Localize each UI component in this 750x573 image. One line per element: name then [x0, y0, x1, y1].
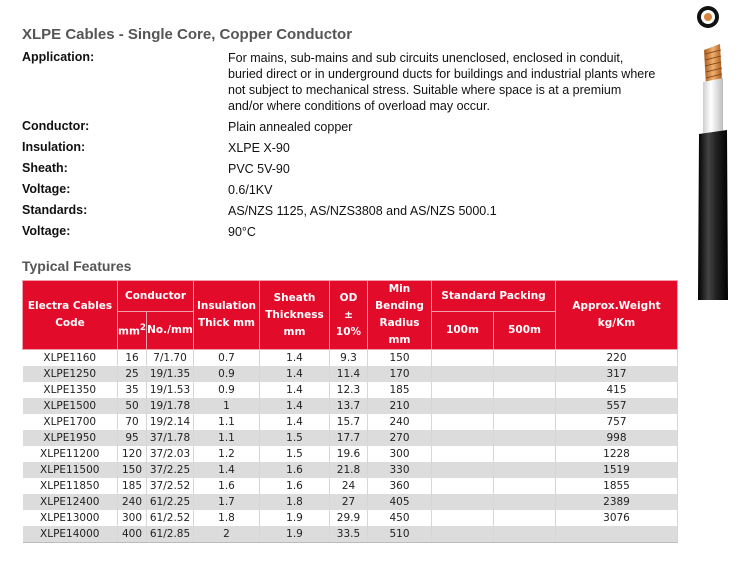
cell-p100 — [432, 382, 494, 398]
cell-p100 — [432, 494, 494, 510]
table-row — [23, 446, 678, 462]
spec-row — [22, 224, 662, 240]
cell-insulation: 0.9 — [194, 382, 260, 398]
header-100m: 100m — [432, 312, 494, 350]
cell-weight: 998 — [556, 430, 678, 446]
header-bending: Min Bending Radius mm — [368, 281, 432, 350]
cell-weight: 2389 — [556, 494, 678, 510]
page-title: XLPE Cables - Single Core, Copper Conductor — [22, 26, 353, 43]
cell-od: 29.9 — [330, 510, 368, 526]
cell-no-mm: 61/2.52 — [147, 510, 194, 526]
cell-mm2: 70 — [118, 414, 147, 430]
cell-weight: 557 — [556, 398, 678, 414]
cell-p100 — [432, 430, 494, 446]
cable-cross-section-icon — [697, 6, 719, 28]
cell-weight: 1855 — [556, 478, 678, 494]
cell-mm2: 25 — [118, 366, 147, 382]
cell-mm2: 95 — [118, 430, 147, 446]
table-row — [23, 430, 678, 446]
spec-value: Plain annealed copper — [228, 120, 353, 134]
cell-code: XLPE11200 — [23, 446, 118, 462]
cell-p100 — [432, 446, 494, 462]
header-insulation: Insulation Thick mm — [194, 281, 260, 350]
cell-bending: 300 — [368, 446, 432, 462]
cell-p100 — [432, 462, 494, 478]
cell-p100 — [432, 350, 494, 367]
spec-row — [22, 203, 662, 219]
cell-no-mm: 7/1.70 — [147, 350, 194, 367]
table-row — [23, 462, 678, 478]
specification-list — [22, 50, 662, 245]
cell-no-mm: 19/2.14 — [147, 414, 194, 430]
cell-weight: 757 — [556, 414, 678, 430]
header-packing: Standard Packing — [432, 281, 556, 312]
cell-od: 9.3 — [330, 350, 368, 367]
spec-row — [22, 161, 662, 177]
cell-sheath: 1.4 — [260, 366, 330, 382]
cell-weight — [556, 526, 678, 543]
cell-p500 — [494, 510, 556, 526]
cell-code: XLPE11500 — [23, 462, 118, 478]
spec-row — [22, 119, 662, 135]
cell-code: XLPE1250 — [23, 366, 118, 382]
spec-row — [22, 50, 662, 114]
spec-value: XLPE X-90 — [228, 141, 290, 155]
cell-p500 — [494, 446, 556, 462]
cell-no-mm: 19/1.35 — [147, 366, 194, 382]
cell-bending: 150 — [368, 350, 432, 367]
cell-sheath: 1.9 — [260, 510, 330, 526]
cell-od: 11.4 — [330, 366, 368, 382]
table-row — [23, 510, 678, 526]
cell-p100 — [432, 510, 494, 526]
cell-sheath: 1.8 — [260, 494, 330, 510]
table-row — [23, 350, 678, 367]
cell-sheath: 1.5 — [260, 446, 330, 462]
cell-p100 — [432, 478, 494, 494]
spec-label: Application: — [22, 50, 95, 64]
cell-no-mm: 61/2.25 — [147, 494, 194, 510]
cell-p100 — [432, 366, 494, 382]
cell-p500 — [494, 350, 556, 367]
cell-p500 — [494, 430, 556, 446]
cell-p500 — [494, 494, 556, 510]
cell-insulation: 1.1 — [194, 430, 260, 446]
cell-od: 19.6 — [330, 446, 368, 462]
cell-no-mm: 37/2.25 — [147, 462, 194, 478]
cell-mm2: 50 — [118, 398, 147, 414]
spec-label: Sheath: — [22, 161, 68, 175]
cell-p500 — [494, 462, 556, 478]
cell-code: XLPE13000 — [23, 510, 118, 526]
cell-bending: 185 — [368, 382, 432, 398]
cell-code: XLPE12400 — [23, 494, 118, 510]
cell-code: XLPE1350 — [23, 382, 118, 398]
header-code: Electra Cables Code — [23, 281, 118, 350]
cell-p100 — [432, 526, 494, 543]
spec-value: AS/NZS 1125, AS/NZS3808 and AS/NZS 5000.1 — [228, 204, 497, 218]
section-title: Typical Features — [22, 258, 132, 274]
table-row — [23, 478, 678, 494]
cell-od: 12.3 — [330, 382, 368, 398]
cell-mm2: 150 — [118, 462, 147, 478]
header-weight: Approx.Weight kg/Km — [556, 281, 678, 350]
cell-weight: 317 — [556, 366, 678, 382]
cell-bending: 240 — [368, 414, 432, 430]
header-sheath: Sheath Thickness mm — [260, 281, 330, 350]
cell-sheath: 1.4 — [260, 414, 330, 430]
cell-p500 — [494, 382, 556, 398]
cell-weight: 3076 — [556, 510, 678, 526]
cell-code: XLPE1160 — [23, 350, 118, 367]
cell-od: 33.5 — [330, 526, 368, 543]
cell-od: 21.8 — [330, 462, 368, 478]
spec-value: 90°C — [228, 225, 256, 239]
cell-no-mm: 19/1.78 — [147, 398, 194, 414]
cell-bending: 360 — [368, 478, 432, 494]
cell-p500 — [494, 398, 556, 414]
spec-value: PVC 5V-90 — [228, 162, 290, 176]
cell-sheath: 1.5 — [260, 430, 330, 446]
cell-code: XLPE14000 — [23, 526, 118, 543]
cell-weight: 1228 — [556, 446, 678, 462]
cell-insulation: 1.6 — [194, 478, 260, 494]
cell-insulation: 1 — [194, 398, 260, 414]
cell-insulation: 1.8 — [194, 510, 260, 526]
cell-no-mm: 37/2.03 — [147, 446, 194, 462]
header-od-label: OD — [339, 291, 358, 304]
cell-bending: 405 — [368, 494, 432, 510]
cell-mm2: 16 — [118, 350, 147, 367]
spec-label: Standards: — [22, 203, 88, 217]
cable-image — [690, 42, 735, 302]
cell-bending: 330 — [368, 462, 432, 478]
cell-weight: 220 — [556, 350, 678, 367]
cell-bending: 170 — [368, 366, 432, 382]
table-row — [23, 414, 678, 430]
spec-value: 0.6/1KV — [228, 183, 273, 197]
features-table — [22, 280, 678, 543]
cell-od: 27 — [330, 494, 368, 510]
cell-code: XLPE1500 — [23, 398, 118, 414]
header-od-tolerance: ± 10% — [335, 308, 362, 338]
header-od — [330, 281, 368, 350]
spec-row — [22, 182, 662, 198]
cell-code: XLPE1700 — [23, 414, 118, 430]
cell-mm2: 300 — [118, 510, 147, 526]
table-row — [23, 398, 678, 414]
cell-insulation: 1.1 — [194, 414, 260, 430]
header-no-mm: No./mm — [147, 312, 194, 350]
spec-row — [22, 140, 662, 156]
cell-weight: 415 — [556, 382, 678, 398]
table-row — [23, 366, 678, 382]
cell-no-mm: 19/1.53 — [147, 382, 194, 398]
cell-bending: 210 — [368, 398, 432, 414]
cell-sheath: 1.4 — [260, 382, 330, 398]
header-mm2: $mm^2$ — [118, 312, 147, 350]
cell-p500 — [494, 414, 556, 430]
cell-insulation: 2 — [194, 526, 260, 543]
cell-od: 17.7 — [330, 430, 368, 446]
cell-mm2: 120 — [118, 446, 147, 462]
cell-mm2: 35 — [118, 382, 147, 398]
spec-label: Voltage: — [22, 182, 71, 196]
cell-weight: 1519 — [556, 462, 678, 478]
cell-bending: 270 — [368, 430, 432, 446]
cell-sheath: 1.9 — [260, 526, 330, 543]
cell-od: 15.7 — [330, 414, 368, 430]
cell-insulation: 1.2 — [194, 446, 260, 462]
cell-code: XLPE1950 — [23, 430, 118, 446]
cell-mm2: 400 — [118, 526, 147, 543]
spec-value: For mains, sub-mains and sub circuits unenclosed, enclosed in conduit, buried direct or in underground ducts for buildings and industrial plants where not subject to mechanical stress. Suitable where space is at a premium and/or where conditions of overload may occur. — [228, 51, 656, 113]
cell-insulation: 1.4 — [194, 462, 260, 478]
cell-sheath: 1.6 — [260, 478, 330, 494]
cell-no-mm: 37/2.52 — [147, 478, 194, 494]
cell-insulation: 0.7 — [194, 350, 260, 367]
cell-p500 — [494, 366, 556, 382]
cell-bending: 450 — [368, 510, 432, 526]
cell-bending: 510 — [368, 526, 432, 543]
cell-od: 13.7 — [330, 398, 368, 414]
header-conductor: Conductor — [118, 281, 194, 312]
table-row — [23, 382, 678, 398]
cell-p100 — [432, 414, 494, 430]
cell-no-mm: 61/2.85 — [147, 526, 194, 543]
cell-insulation: 1.7 — [194, 494, 260, 510]
spec-label: Conductor: — [22, 119, 90, 133]
cell-sheath: 1.4 — [260, 398, 330, 414]
cell-no-mm: 37/1.78 — [147, 430, 194, 446]
spec-label: Voltage: — [22, 224, 71, 238]
cell-p100 — [432, 398, 494, 414]
cell-mm2: 185 — [118, 478, 147, 494]
header-500m: 500m — [494, 312, 556, 350]
cell-insulation: 0.9 — [194, 366, 260, 382]
cell-mm2: 240 — [118, 494, 147, 510]
table-row — [23, 526, 678, 543]
cell-p500 — [494, 526, 556, 543]
table-row — [23, 494, 678, 510]
cell-sheath: 1.6 — [260, 462, 330, 478]
cell-code: XLPE11850 — [23, 478, 118, 494]
spec-label: Insulation: — [22, 140, 86, 154]
cell-p500 — [494, 478, 556, 494]
cell-od: 24 — [330, 478, 368, 494]
cell-sheath: 1.4 — [260, 350, 330, 367]
